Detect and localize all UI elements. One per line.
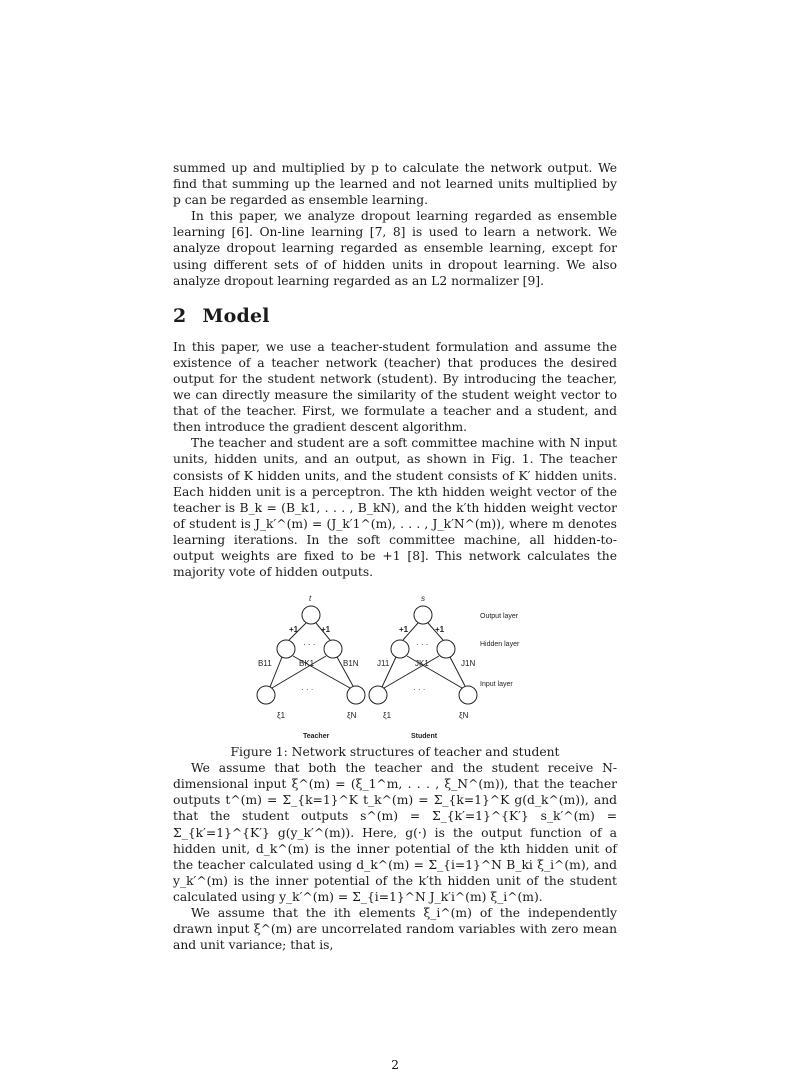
student-edge <box>384 656 439 688</box>
intro-paragraph-2: In this paper, we analyze dropout learning regarded as ensemble learning [6]. On-line learning [7, 8] is used to learn a network. We analyze dropout learning regarded as ensemble learning, except for using different sets of of hidden units in dropout learning. We also analyze dropout learning regarded as an L2 normalizer [9]. <box>173 209 617 288</box>
teacher-weight-label-2: +1 <box>321 625 331 635</box>
section-title: Model <box>202 304 270 327</box>
student-hidden-node-1 <box>391 640 409 658</box>
student-weight-j11: J11 <box>377 659 390 669</box>
teacher-hidden-node-k <box>324 640 342 658</box>
section-number: 2 <box>173 304 187 327</box>
paper-page <box>173 160 617 1072</box>
teacher-input-node-n <box>347 686 365 704</box>
teacher-input-xi-n: ξN <box>347 711 357 721</box>
student-weight-j1n: J1N <box>461 659 476 669</box>
student-input-xi-1: ξ1 <box>383 711 392 721</box>
student-hidden-dots: · · · <box>416 640 429 650</box>
teacher-input-node-1 <box>257 686 275 704</box>
student-hidden-node-k <box>437 640 455 658</box>
student-input-xi-n: ξN <box>459 711 469 721</box>
hidden-layer-label: Hidden layer <box>480 641 520 649</box>
input-layer-label: Input layer <box>480 681 513 689</box>
teacher-output-node <box>302 606 320 624</box>
after-paragraph-2: We assume that the ith elements ξ_i^(m) of the independently drawn input ξ^(m) are uncorrelated random variables with zero mean and unit variance; that is, <box>173 906 617 953</box>
output-layer-label: Output layer <box>480 613 519 621</box>
teacher-edge <box>270 657 282 687</box>
student-output-node <box>414 606 432 624</box>
network-diagram <box>173 594 617 742</box>
after-paragraph-1: We assume that both the teacher and the student receive N-dimensional input ξ^(m) = (ξ_1^m, . . . , ξ_N^(m)), that the teacher outputs t^(m) = Σ_{k=1}^K t_k^(m) = Σ_{k=1}^K g(d_k^(m)), and that the student outputs s^(m) = Σ_{k′=1}^{K′} s_k′^(m) = Σ_{k′=1}^{K′} g(y_k′^(m)). Here, g(·) is the output function of a hidden unit, d_k^(m) is the inner potential of the kth hidden unit of the teacher calculated using d_k^(m) = Σ_{i=1}^N B_ki ξ_i^(m), and y_k′^(m) is the inner potential of the k′th hidden unit of the student calculated using y_k′^(m) = Σ_{i=1}^N J_k′i^(m) ξ_i^(m). <box>173 761 617 904</box>
page-number: 2 <box>391 1058 399 1072</box>
teacher-input-xi-1: ξ1 <box>277 711 286 721</box>
student-output-label: s <box>421 594 425 604</box>
section-heading <box>173 305 617 327</box>
model-paragraph-2: The teacher and student are a soft committee machine with N input units, hidden units, and an output, as shown in Fig. 1. The teacher consists of K hidden units, and the student consists of K′ hidden units. Each hidden unit is a perceptron. The kth hidden weight vector of the teacher is B_k = (B_k1, . . . , B_kN), and the k′th hidden weight vector of student is J_k′^(m) = (J_k′1^(m), . . . , J_k′N^(m)), where m denotes learning iterations. In the soft committee machine, all hidden-to-output weights are fixed to be +1 [8]. This network calculates the majority vote of hidden outputs. <box>173 436 617 580</box>
teacher-weight-label-1: +1 <box>289 625 299 635</box>
student-weight-jk1: JK1 <box>415 659 429 669</box>
teacher-weight-b11: B11 <box>258 659 272 669</box>
teacher-weight-b1n: B1N <box>343 659 359 669</box>
figure-network-structure <box>173 594 617 742</box>
teacher-weight-bk1: BK1 <box>299 659 315 669</box>
student-input-node-1 <box>369 686 387 704</box>
student-weight-label-1: +1 <box>399 625 409 635</box>
figure-caption: Figure 1: Network structures of teacher and student <box>230 745 560 760</box>
student-caption-label: Student <box>411 733 438 741</box>
teacher-input-dots: · · · <box>301 685 314 695</box>
student-weight-label-2: +1 <box>435 625 445 635</box>
teacher-caption-label: Teacher <box>303 733 330 741</box>
teacher-hidden-dots: · · · <box>303 640 316 650</box>
teacher-hidden-node-1 <box>277 640 295 658</box>
teacher-output-label: t <box>309 594 312 604</box>
student-input-dots: · · · <box>413 685 426 695</box>
student-input-node-n <box>459 686 477 704</box>
intro-paragraph-1: summed up and multiplied by p to calculate the network output. We find that summing up the learned and not learned units multiplied by p can be regarded as ensemble learning. <box>173 161 617 208</box>
model-paragraph-1: In this paper, we use a teacher-student formulation and assume the existence of a teacher network (teacher) that produces the desired output for the student network (student). By introducing the teacher, we can directly measure the similarity of the student weight vector to that of the teacher. First, we formulate a teacher and a student, and then introduce the gradient descent algorithm. <box>173 339 617 435</box>
